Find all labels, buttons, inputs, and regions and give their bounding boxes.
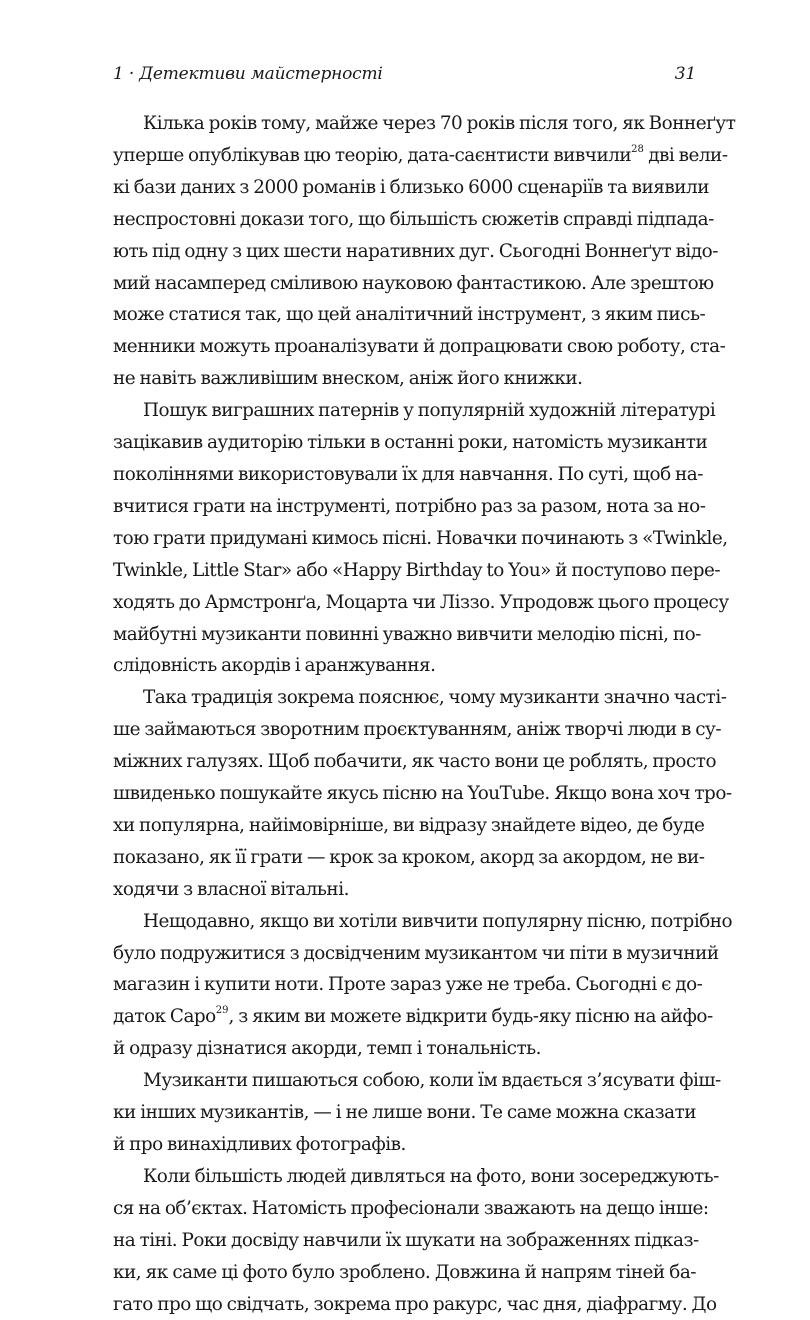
text-line: ходячи з власної вітальні. <box>113 878 349 900</box>
paragraph <box>113 395 729 682</box>
text-line: може статися так, що цей аналітичний інструмент, з яким пись- <box>113 304 706 326</box>
text-line: мий насамперед сміливою науковою фантастикою. Але зрештою <box>113 272 714 294</box>
running-head <box>113 62 696 86</box>
text-line: тою грати придумані кимось пісні. Новачки починають з «Twinkle, <box>113 527 728 549</box>
text-line: показано, як її грати — крок за кроком, акорд за акордом, не ви- <box>113 846 705 868</box>
text-line: гато про що свідчать, зокрема про ракурс, час дня, діафрагму. До <box>113 1293 717 1315</box>
text-line: ки, як саме ці фото було зроблено. Довжина й напрям тіней ба- <box>113 1261 696 1283</box>
text-line: Кілька років тому, майже через 70 років після того, як Воннеґут <box>143 113 736 134</box>
body-text <box>113 108 736 1320</box>
text-line: Коли більшість людей дивляться на фото, вони зосереджують- <box>143 1165 719 1187</box>
paragraph <box>113 1161 719 1320</box>
text-line: ходять до Армстронґа, Моцарта чи Ліззо. Упродовж цього процесу <box>113 591 729 613</box>
text-line: й про винахідливих фотографів. <box>113 1134 406 1155</box>
text-line: на тіні. Роки досвіду навчили їх шукати на зображеннях підказ- <box>113 1229 699 1251</box>
text-line: Twinkle, Little Star» або «Happy Birthday to You» й поступово пере- <box>113 559 721 581</box>
text-line: менники можуть проаналізувати й допрацювати свою роботу, ста- <box>113 336 726 358</box>
text-line: ки інших музикантів, — і не лише вони. Те саме можна сказати <box>113 1102 696 1124</box>
text-line: ше займаються зворотним проєктуванням, аніж творчі люди в су- <box>113 719 722 741</box>
page-number: 31 <box>674 64 696 84</box>
text-line: неспростовні докази того, що більшість сюжетів справді підпада- <box>113 208 714 230</box>
text-line: Пошук виграшних патернів у популярній художній літературі <box>143 400 716 422</box>
text-line: поколіннями використовували їх для навчання. По суті, щоб на- <box>113 463 703 485</box>
text-line: кі бази даних з 2000 романів і близько 6000 сценаріїв та виявили <box>113 176 709 198</box>
text-line: міжних галузях. Щоб побачити, як часто вони це роблять, просто <box>113 751 717 773</box>
text-line: майбутні музиканти повинні уважно вивчити мелодію пісні, по- <box>113 623 701 645</box>
text-line: не навіть важливішим внеском, аніж його книжки. <box>113 368 583 390</box>
text-line: магазин і купити ноти. Проте зараз уже не треба. Сьогодні є до- <box>113 974 703 996</box>
chapter-title: 1 · Детективи майстерності <box>113 64 383 84</box>
paragraph <box>113 1065 721 1161</box>
text-line: зацікавив аудиторію тільки в останні роки, натомість музиканти <box>113 432 708 454</box>
text-line: вчитися грати на інструменті, потрібно раз за разом, нота за но- <box>113 495 706 517</box>
paragraph <box>113 682 732 905</box>
paragraph <box>113 906 733 1066</box>
text-line: хи популярна, найімовірніше, ви відразу знайдете відео, де буде <box>113 814 705 836</box>
text-line: було подружитися з досвідченим музикантом чи піти в музичний <box>113 942 719 964</box>
paragraph <box>113 108 736 395</box>
text-line: уперше опублікував цю теорію, дата-саєнтисти вивчили$^{28}$ дві вели- <box>113 143 728 166</box>
text-line: Музиканти пишаються собою, коли їм вдається з’ясувати фіш- <box>143 1070 721 1092</box>
text-line: Така традиція зокрема пояснює, чому музиканти значно часті- <box>143 687 727 709</box>
text-line: даток Capo$^{29}$, з яким ви можете відкрити будь-яку пісню на айфо- <box>113 1005 713 1028</box>
text-line: слідовність акордів і аранжування. <box>113 655 436 677</box>
footnote-marker[interactable]: 28 <box>631 143 644 155</box>
text-line: Нещодавно, якщо ви хотіли вивчити популярну пісню, потрібно <box>143 910 733 932</box>
text-line: швиденько пошукайте якусь пісню на YouTube. Якщо вона хоч тро- <box>113 783 732 805</box>
text-line: ся на об’єктах. Натомість професіонали зважають на дещо інше: <box>113 1197 709 1219</box>
text-line: й одразу дізнатися акорди, темп і тональність. <box>113 1038 541 1060</box>
text-line: ють під одну з цих шести наративних дуг. Сьогодні Воннеґут відо- <box>113 240 718 262</box>
footnote-marker[interactable]: 29 <box>215 1005 229 1017</box>
